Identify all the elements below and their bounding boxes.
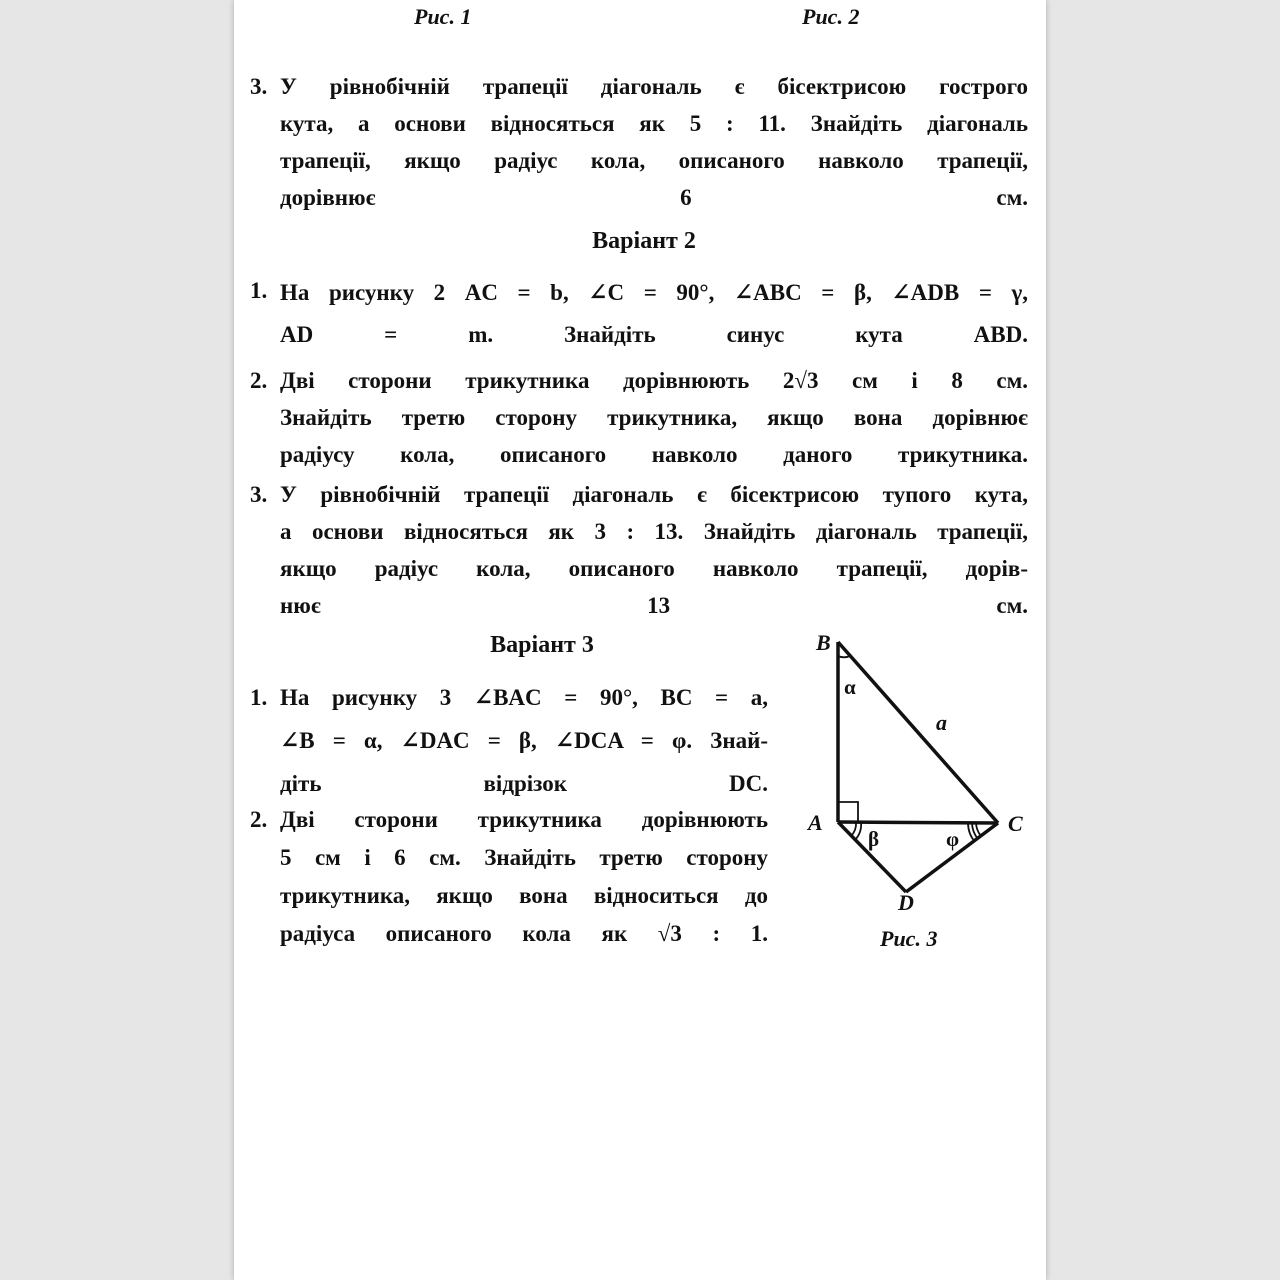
variant3-heading: Варіант 3 xyxy=(490,632,594,658)
task-number: 2. xyxy=(250,368,268,393)
alpha-arc xyxy=(838,656,850,657)
vertex-c-label: C xyxy=(1008,811,1023,836)
task-line: AD = m. Знайдіть синус кута ABD. xyxy=(280,322,1028,347)
beta-arc-1 xyxy=(851,822,856,836)
task-text xyxy=(280,476,1028,624)
task-line: Знайдіть третю сторону трикутника, якщо вона дорівнює xyxy=(280,405,1028,430)
figure-2-caption: Рис. 2 xyxy=(802,4,860,29)
task-text xyxy=(280,272,1028,356)
figure-3-caption: Рис. 3 xyxy=(880,926,938,951)
side-a-label: a xyxy=(936,710,947,735)
task-line: дорівнює 6 см. xyxy=(280,185,1028,210)
task-line: У рівнобічній трапеції діагональ є бісектрисою гострого xyxy=(280,74,1028,99)
figure-1-caption: Рис. 1 xyxy=(414,4,472,29)
task-line: У рівнобічній трапеції діагональ є бісектрисою тупого кута, xyxy=(280,482,1028,507)
task-line: На рисунку 2 AC = b, ∠C = 90°, ∠ABC = β, ∠ADB = γ, xyxy=(280,280,1028,305)
phi-label: φ xyxy=(946,827,960,851)
task-line: кута, а основи відносяться як 5 : 11. Знайдіть діагональ xyxy=(280,111,1028,136)
task-number: 1. xyxy=(250,685,268,710)
variant2-heading: Варіант 2 xyxy=(592,228,696,254)
task-line: нює 13 см. xyxy=(280,593,1028,618)
side-ac xyxy=(838,822,998,823)
task-line: Дві сторони трикутника дорівнюють xyxy=(280,807,768,832)
right-angle-mark xyxy=(838,802,858,822)
task-text xyxy=(280,801,768,953)
figure-3-diagram xyxy=(800,622,1040,962)
task-line: радіуса описаного кола як √3 : 1. xyxy=(280,921,768,946)
task-line: радіусу кола, описаного навколо даного трикутника. xyxy=(280,442,1028,467)
textbook-page xyxy=(234,0,1046,1280)
vertex-b-label: B xyxy=(816,630,831,655)
task-line: якщо радіус кола, описаного навколо трапеції, дорів- xyxy=(280,556,1028,581)
task-line: Дві сторони трикутника дорівнюють 2√3 см і 8 см. xyxy=(280,368,1028,393)
task-line: трикутника, якщо вона відноситься до xyxy=(280,883,768,908)
task-line: На рисунку 3 ∠BAC = 90°, BC = a, xyxy=(280,685,768,710)
task-text xyxy=(280,676,768,805)
alpha-label: α xyxy=(844,675,856,699)
task-line: діть відрізок DC. xyxy=(280,771,768,796)
beta-label: β xyxy=(868,827,880,851)
task-line: 5 см і 6 см. Знайдіть третю сторону xyxy=(280,845,768,870)
task-number: 3. xyxy=(250,74,268,99)
task-number: 2. xyxy=(250,807,268,832)
task-line: а основи відносяться як 3 : 13. Знайдіть діагональ трапеції, xyxy=(280,519,1028,544)
task-number: 1. xyxy=(250,278,268,303)
task-text xyxy=(280,68,1028,216)
task-number: 3. xyxy=(250,482,268,507)
task-text xyxy=(280,362,1028,473)
task-line: трапеції, якщо радіус кола, описаного навколо трапеції, xyxy=(280,148,1028,173)
vertex-a-label: A xyxy=(808,810,823,835)
phi-arc-1 xyxy=(976,823,981,836)
side-bc xyxy=(838,642,998,823)
task-line: ∠B = α, ∠DAC = β, ∠DCA = φ. Знай- xyxy=(280,728,768,753)
vertex-d-label: D xyxy=(898,890,914,915)
